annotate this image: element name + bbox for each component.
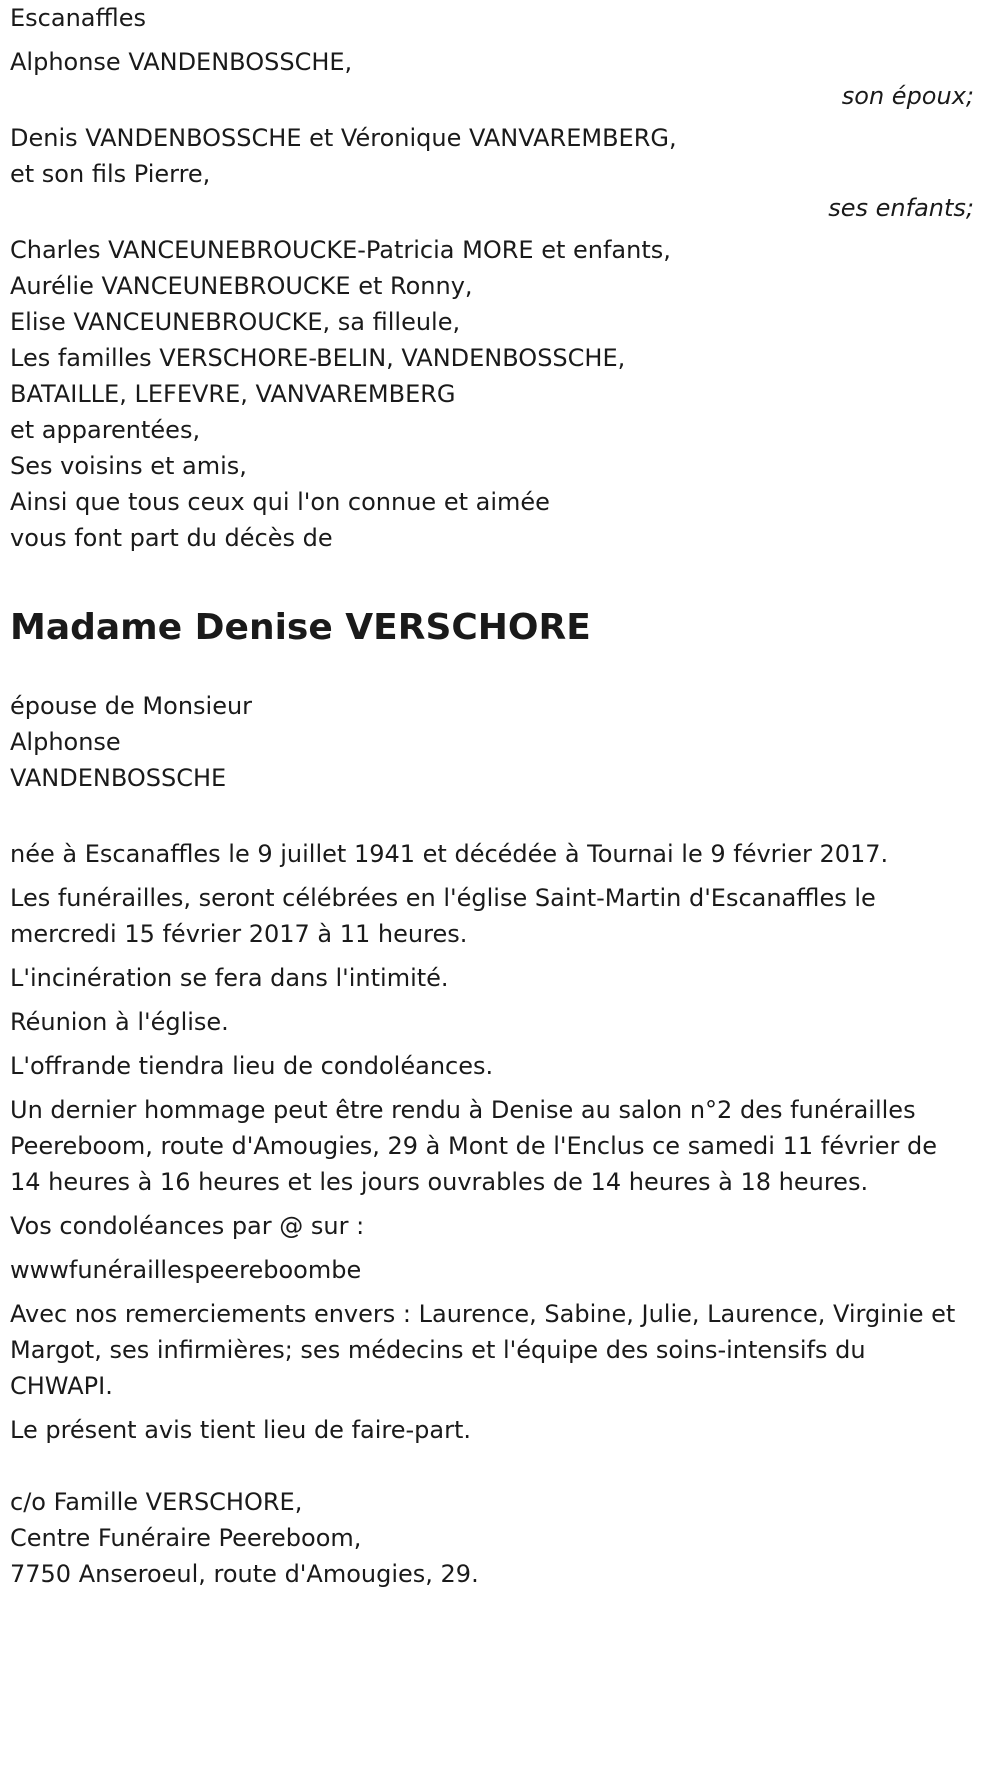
address-line: c/o Famille VERSCHORE, xyxy=(10,1488,303,1516)
address-line: 7750 Anseroeul, route d'Amougies, 29. xyxy=(10,1560,479,1588)
family-line: BATAILLE, LEFEVRE, VANVAREMBERG xyxy=(10,380,456,408)
address-line: Centre Funéraire Peereboom, xyxy=(10,1524,362,1552)
details-paragraph: L'offrande tiendra lieu de condoléances. xyxy=(10,1052,494,1080)
family-line: Ses voisins et amis, xyxy=(10,452,247,480)
village-name: Escanaffles xyxy=(10,4,146,32)
family-line: Elise VANCEUNEBROUCKE, sa filleule, xyxy=(10,308,461,336)
deceased-spouse-line: VANDENBOSSCHE xyxy=(10,764,227,792)
family-line: Aurélie VANCEUNEBROUCKE et Ronny, xyxy=(10,272,473,300)
deceased-name: Madame Denise VERSCHORE xyxy=(10,607,591,648)
children-line: et son fils Pierre, xyxy=(10,160,211,188)
details-paragraph: Vos condoléances par @ sur : xyxy=(10,1212,365,1240)
details-paragraph: Réunion à l'église. xyxy=(10,1008,229,1036)
details-paragraph: Avec nos remerciements envers : Laurence, Sabine, Julie, Laurence, Virginie et Margot, ses infirmières; ses médecins et l'équipe des soins-intensifs du CHWAPI. xyxy=(10,1300,956,1400)
details-block xyxy=(10,836,980,1448)
spouse-block xyxy=(10,44,980,112)
children-line: Denis VANDENBOSSCHE et Véronique VANVAREMBERG, xyxy=(10,124,677,152)
details-paragraph: Le présent avis tient lieu de faire-part. xyxy=(10,1416,472,1444)
family-line: Les familles VERSCHORE-BELIN, VANDENBOSSCHE, xyxy=(10,344,626,372)
address-block xyxy=(10,1484,980,1592)
family-line: Ainsi que tous ceux qui l'on connue et aimée xyxy=(10,488,550,516)
family-line: Charles VANCEUNEBROUCKE-Patricia MORE et enfants, xyxy=(10,236,671,264)
details-paragraph: L'incinération se fera dans l'intimité. xyxy=(10,964,449,992)
family-line: vous font part du décès de xyxy=(10,524,333,552)
details-paragraph: Les funérailles, seront célébrées en l'église Saint-Martin d'Escanaffles le mercredi 15 février 2017 à 11 heures. xyxy=(10,884,876,948)
deceased-spouse-line: épouse de Monsieur xyxy=(10,692,253,720)
details-paragraph: Un dernier hommage peut être rendu à Denise au salon n°2 des funérailles Peereboom, route d'Amougies, 29 à Mont de l'Enclus ce samedi 11 février de 14 heures à 16 heures et les jours ouvrables de 14 heures à 18 heures. xyxy=(10,1096,937,1196)
header-block xyxy=(10,0,980,36)
spouse-role: son époux; xyxy=(841,82,974,110)
family-line: et apparentées, xyxy=(10,416,201,444)
details-paragraph: née à Escanaffles le 9 juillet 1941 et décédée à Tournai le 9 février 2017. xyxy=(10,840,889,868)
obituary-notice xyxy=(10,0,980,1592)
condolence-website: wwwfunéraillespeereboombe xyxy=(10,1256,362,1284)
spouse-name: Alphonse VANDENBOSSCHE, xyxy=(10,48,353,76)
children-block xyxy=(10,120,980,224)
deceased-spouse-line: Alphonse xyxy=(10,728,121,756)
family-block xyxy=(10,232,980,556)
deceased-spouse-block xyxy=(10,688,980,796)
children-role: ses enfants; xyxy=(828,194,974,222)
